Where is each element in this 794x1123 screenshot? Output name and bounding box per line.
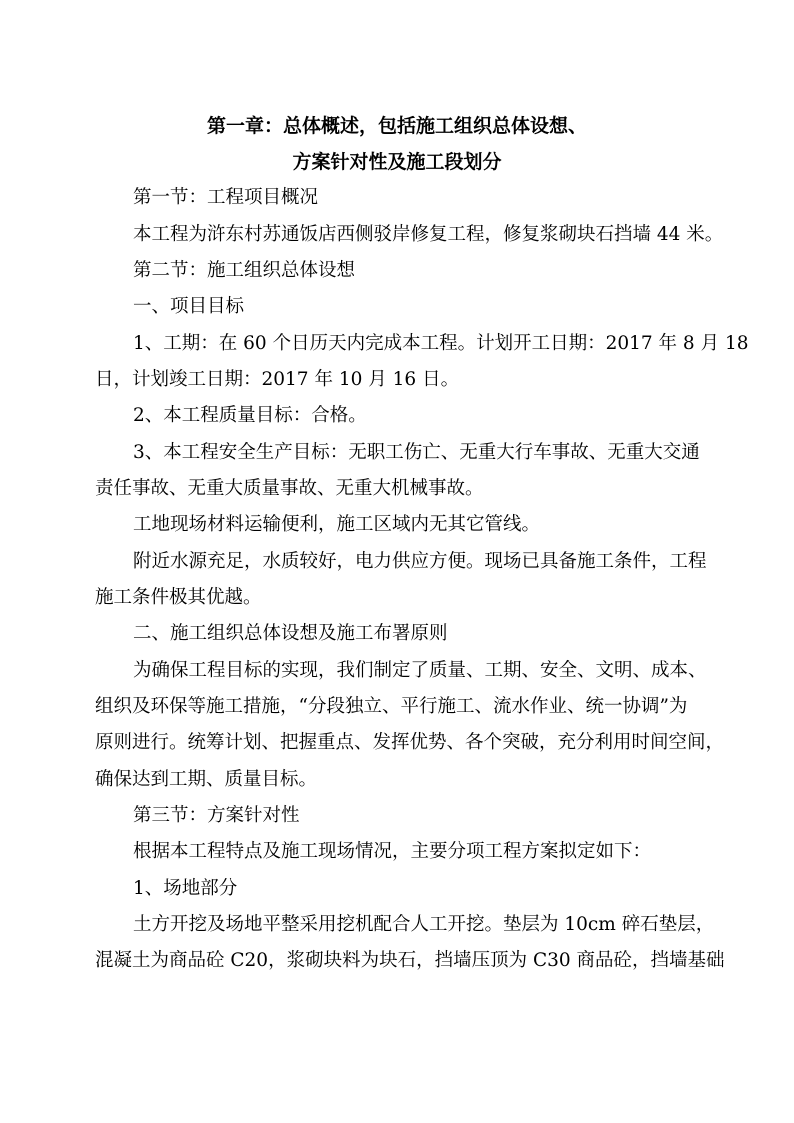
paragraph-line: 责任事故、无重大质量事故、无重大机械事故。 (95, 478, 484, 499)
section-heading-3: 第三节：方案针对性 (133, 805, 300, 826)
paragraph-line: 3、本工程安全生产目标：无职工伤亡、无重大行车事故、无重大交通 (133, 442, 700, 463)
section-heading-2: 第二节：施工组织总体设想 (133, 260, 356, 281)
paragraph-line: 本工程为浒东村苏通饭店西侧驳岸修复工程，修复浆砌块石挡墙 44 米。 (133, 224, 724, 245)
paragraph-line: 组织及环保等施工措施，“分段独立、平行施工、流水作业、统一协调”为 (95, 696, 688, 717)
paragraph-line: 土方开挖及场地平整采用挖机配合人工开挖。垫层为 10cm 碎石垫层， (133, 914, 715, 935)
paragraph-line: 日，计划竣工日期：2017 年 10 月 16 日。 (95, 369, 460, 390)
paragraph-line: 2、本工程质量目标：合格。 (133, 405, 367, 426)
paragraph-line: 为确保工程目标的实现，我们制定了质量、工期、安全、文明、成本、 (133, 660, 707, 681)
paragraph-line: 附近水源充足，水质较好，电力供应方便。现场已具备施工条件，工程 (133, 551, 707, 572)
chapter-title-line-1: 第一章：总体概述，包括施工组织总体设想、 (206, 115, 587, 137)
section-heading-1: 第一节：工程项目概况 (133, 187, 319, 208)
paragraph-line: 确保达到工期、质量目标。 (95, 769, 318, 790)
paragraph-line: 1、工期：在 60 个日历天内完成本工程。计划开工日期：2017 年 8 月 18 (133, 333, 749, 354)
subheading-principles: 二、施工组织总体设想及施工布署原则 (133, 623, 448, 644)
paragraph-line: 混凝土为商品砼 C20，浆砌块料为块石，挡墙压顶为 C30 商品砼，挡墙基础 (95, 950, 725, 971)
chapter-title-line-2: 方案针对性及施工段划分 (292, 151, 502, 173)
paragraph-line: 工地现场材料运输便利，施工区域内无其它管线。 (133, 514, 541, 535)
subheading-project-goals: 一、项目目标 (133, 296, 245, 317)
paragraph-line: 施工条件极其优越。 (95, 587, 262, 608)
subheading-site-part: 1、场地部分 (133, 878, 238, 899)
paragraph-line: 根据本工程特点及施工现场情况，主要分项工程方案拟定如下： (133, 841, 652, 862)
paragraph-line: 原则进行。统筹计划、把握重点、发挥优势、各个突破，充分利用时间空间， (95, 732, 725, 753)
